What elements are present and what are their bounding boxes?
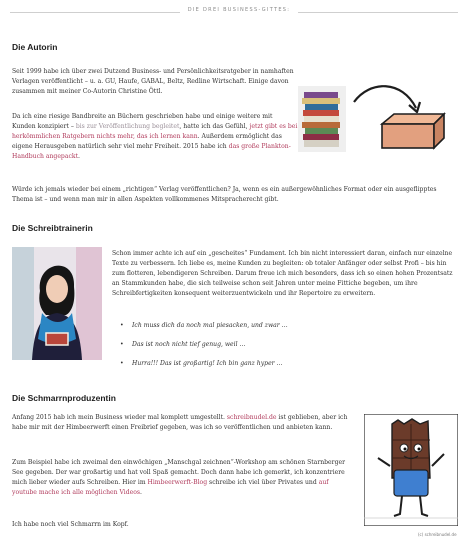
schmarrn-paragraph-1 — [12, 413, 350, 433]
link-veroeffentlichung[interactable]: bis zur Veröffentlichung begleitet — [75, 123, 180, 130]
divider — [10, 12, 180, 13]
banner-title: DIE DREI BUSINESS-GITTES: — [187, 7, 291, 13]
link-ratgeber[interactable]: jetzt gibt es bei herkömmlichen Ratgebern nichts mehr, das ich lernen kann — [12, 123, 298, 140]
divider — [298, 12, 458, 13]
text: Da ich eine riesige Bandbreite an Büchern geschrieben habe und einige weitere mit Kunden konzipiert – — [12, 113, 273, 130]
box-icon — [382, 114, 444, 148]
text: . Außerdem ermöglicht das eigene Herausgeben natürlich sehr viel mehr Freiheit. 2015 habe ich — [12, 133, 282, 150]
top-banner — [0, 0, 467, 22]
held-book — [46, 333, 68, 345]
heading-schreibtrainerin: Die Schreibtrainerin — [12, 223, 93, 233]
autorin-paragraph-1: Seit 1999 habe ich über zwei Dutzend Business- und Persönlichkeitsratgeber in namhaften Verlagen veröffentlicht – u. a. GU, Haufe, GABAL, Beltz, Redline Wirtschaft. Einige davon zusammen mit meiner Co-Autorin Christine Öttl. — [12, 68, 294, 95]
text: Zum Beispiel habe ich zweimal den einwöchigen „Manschgal zeichnen“-Workshop am schönen Starnberger See gegeben. Der war großartig und hat voll Spaß gemacht. Doch dann habe ich gemerkt, ich konzentriere mich lieber wieder aufs Schreiben. Hier im — [12, 459, 345, 486]
portrait-photo — [12, 247, 102, 360]
quote-item: • Ich muss dich da noch mal piesacken, und zwar … — [120, 321, 440, 340]
book-stack — [302, 92, 340, 147]
shirt — [394, 470, 428, 496]
quote-list — [120, 321, 440, 378]
trainerin-paragraph: Schon immer achte ich auf ein „gescheites“ Fundament. Ich bin nicht interessiert daran, einfach nur einzelne Texte zu verbessern. Ich liebe es, meine Kunden zu begleiten: ob totaler Anfänger oder selbst Profi – bis hin zum flotteren, lebendigeren Schreiben. Darum freue ich mich besonders, dass ich so einen hohen Prozentsatz an Stammkunden habe, die sich teilweise schon seit Jahren unter meine Fittiche begeben, um ihre Schreibfertigkeiten konsequent weiterzuentwickeln und ihr Repertoire zu erweitern. — [112, 250, 453, 297]
text: Anfang 2015 hab ich mein Business wieder mal komplett umgestellt. — [12, 414, 227, 421]
link-plankton-handbuch[interactable]: das große Plankton-Handbuch angepackt — [12, 143, 291, 160]
chocolate-mascot — [364, 414, 458, 526]
book-stack-illustration — [298, 84, 448, 156]
heading-autorin: Die Autorin — [12, 42, 58, 52]
text: . — [78, 153, 80, 160]
quote-item: • Das ist noch nicht tief genug, weil … — [120, 340, 440, 359]
link-himbeerwerft-blog[interactable]: Himbeerwerft-Blog — [147, 479, 208, 486]
text: , hatte ich das Gefühl, — [179, 123, 250, 130]
arrow-curve — [354, 86, 416, 108]
link-schreibnudel[interactable]: schreibnudel.de — [226, 414, 277, 421]
chocolate-bar — [392, 419, 430, 478]
image-caption: (c) schreibnudel.de — [418, 532, 457, 537]
text: ist geblieben, aber ich habe mir mit der Himbeerwerft einen Freibrief gegeben, was ich so veröffentlichen und anbieten kann. — [12, 414, 348, 431]
autorin-paragraph-2 — [12, 112, 298, 162]
link-youtube-videos[interactable]: auf youtube mache ich alle möglichen Videos — [12, 479, 329, 496]
face — [46, 275, 68, 303]
heading-schmarrnproduzentin: Die Schmarrnproduzentin — [12, 393, 116, 403]
schmarrn-paragraph-2 — [12, 458, 350, 498]
autorin-paragraph-3: Würde ich jemals wieder bei einem „richtigen“ Verlag veröffentlichen? Ja, wenn es ein außergewöhnliches Format oder ein ausgeflipptes Thema ist – und wenn man mir in allen Aspekten vollkommenes Mitspracherecht gibt. — [12, 186, 437, 203]
text: schreibe ich viel über Privates und — [207, 479, 319, 486]
schmarrn-paragraph-3: Ich habe noch viel Schmarrn im Kopf. — [12, 521, 129, 528]
text: . — [140, 489, 142, 496]
quote-item: • Hurra!!! Das ist großartig! Ich bin ganz hyper … — [120, 359, 440, 378]
